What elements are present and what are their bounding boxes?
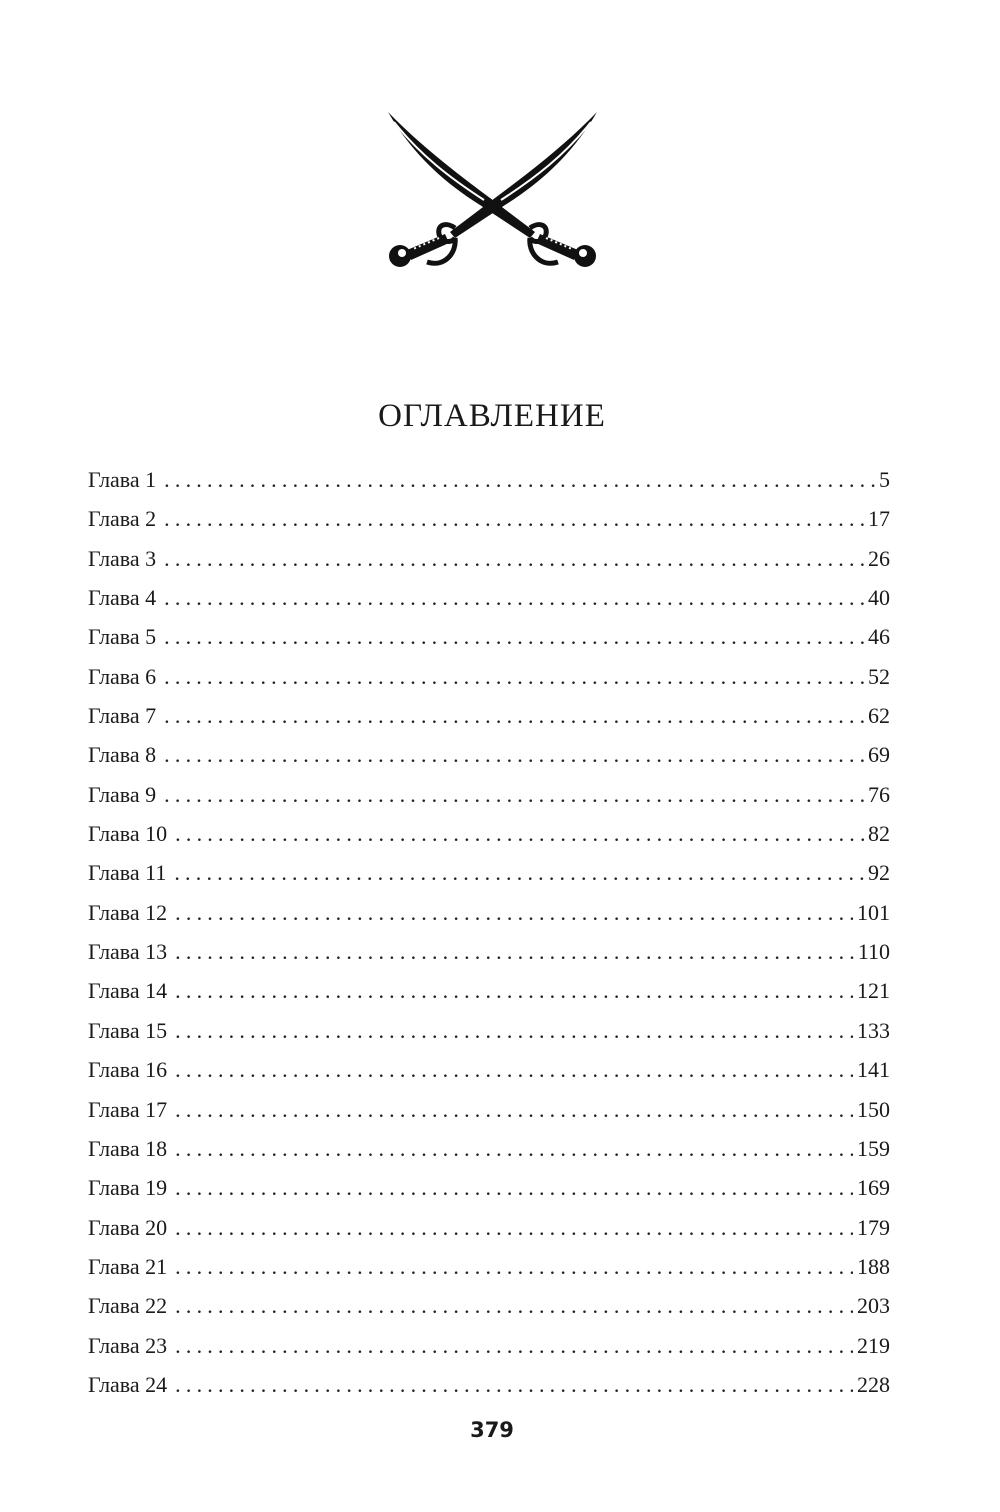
dot-leader: [175, 1208, 853, 1247]
toc-entry-page: 133: [857, 1017, 890, 1043]
page-title: ОГЛАВЛЕНИЕ: [378, 398, 606, 434]
toc-entry-label: Глава 6: [88, 663, 157, 689]
dot-leader: [175, 1247, 853, 1286]
dot-leader: [164, 735, 864, 774]
dot-leader: [175, 1129, 853, 1168]
toc-entry-label: Глава 9: [88, 781, 157, 807]
dot-leader: [175, 1326, 853, 1365]
toc-entry-page: 69: [868, 742, 890, 768]
toc-entry-page: 150: [857, 1096, 890, 1122]
dot-leader: [164, 499, 864, 538]
toc-entry[interactable]: [88, 1050, 890, 1089]
toc-entry-page: 141: [857, 1057, 890, 1083]
toc-entry[interactable]: [88, 657, 890, 696]
toc-entry[interactable]: [88, 814, 890, 853]
toc-entry-page: 179: [857, 1214, 890, 1240]
toc-entry-label: Глава 17: [88, 1096, 168, 1122]
dot-leader: [175, 1011, 853, 1050]
toc-entry-page: 121: [857, 978, 890, 1004]
table-of-contents: [88, 460, 890, 1404]
toc-entry[interactable]: [88, 971, 890, 1010]
toc-entry-label: Глава 18: [88, 1135, 168, 1161]
toc-entry[interactable]: [88, 735, 890, 774]
dot-leader: [175, 1365, 853, 1404]
toc-entry-label: Глава 22: [88, 1293, 168, 1319]
page-number: 379: [470, 1418, 514, 1442]
dot-leader: [175, 814, 864, 853]
toc-entry-label: Глава 14: [88, 978, 168, 1004]
toc-entry[interactable]: [88, 853, 890, 892]
toc-entry[interactable]: [88, 1247, 890, 1286]
dot-leader: [164, 775, 864, 814]
dot-leader: [175, 893, 853, 932]
toc-entry-label: Глава 10: [88, 821, 168, 847]
toc-entry-label: Глава 13: [88, 939, 168, 965]
toc-entry[interactable]: [88, 1208, 890, 1247]
toc-entry[interactable]: [88, 1326, 890, 1365]
toc-entry-label: Глава 20: [88, 1214, 168, 1240]
dot-leader: [175, 971, 853, 1010]
toc-entry-page: 46: [868, 624, 890, 650]
toc-entry-label: Глава 4: [88, 585, 157, 611]
dot-leader: [164, 617, 864, 656]
toc-entry[interactable]: [88, 499, 890, 538]
toc-entry[interactable]: [88, 1286, 890, 1325]
toc-entry-label: Глава 15: [88, 1017, 168, 1043]
toc-entry-page: 52: [868, 663, 890, 689]
toc-entry-label: Глава 16: [88, 1057, 168, 1083]
saber-left-blade-icon: [388, 112, 596, 267]
toc-entry[interactable]: [88, 578, 890, 617]
dot-leader: [175, 932, 854, 971]
toc-entry-page: 219: [857, 1332, 890, 1358]
toc-entry-label: Глава 7: [88, 703, 157, 729]
dot-leader: [164, 657, 864, 696]
toc-entry-page: 76: [868, 781, 890, 807]
toc-entry-page: 62: [868, 703, 890, 729]
toc-entry-page: 228: [857, 1371, 890, 1397]
toc-entry-page: 188: [857, 1253, 890, 1279]
toc-entry-label: Глава 23: [88, 1332, 168, 1358]
dot-leader: [164, 578, 864, 617]
dot-leader: [175, 1090, 853, 1129]
dot-leader: [174, 853, 864, 892]
toc-entry-page: 26: [868, 545, 890, 571]
toc-entry-label: Глава 11: [88, 860, 167, 886]
crossed-sabers-icon: [380, 110, 605, 275]
dot-leader: [164, 696, 864, 735]
dot-leader: [175, 1050, 853, 1089]
dot-leader: [164, 539, 864, 578]
dot-leader: [164, 460, 875, 499]
toc-entry[interactable]: [88, 460, 890, 499]
toc-entry-label: Глава 12: [88, 899, 168, 925]
toc-entry-label: Глава 2: [88, 506, 157, 532]
toc-entry-label: Глава 24: [88, 1371, 168, 1397]
toc-entry-page: 203: [857, 1293, 890, 1319]
toc-entry[interactable]: [88, 1168, 890, 1207]
toc-entry-label: Глава 3: [88, 545, 157, 571]
toc-entry-label: Глава 5: [88, 624, 157, 650]
toc-entry[interactable]: [88, 696, 890, 735]
toc-entry-page: 101: [857, 899, 890, 925]
toc-entry-page: 110: [857, 939, 890, 965]
toc-entry[interactable]: [88, 932, 890, 971]
toc-entry[interactable]: [88, 893, 890, 932]
toc-entry-page: 82: [868, 821, 890, 847]
toc-entry[interactable]: [88, 1011, 890, 1050]
toc-entry[interactable]: [88, 775, 890, 814]
toc-entry-label: Глава 19: [88, 1175, 168, 1201]
toc-entry-label: Глава 1: [88, 467, 157, 492]
toc-entry-page: 92: [868, 860, 890, 886]
toc-entry-page: 17: [868, 506, 890, 532]
toc-entry[interactable]: [88, 1365, 890, 1404]
toc-entry-page: 5: [879, 467, 890, 492]
toc-entry[interactable]: [88, 1129, 890, 1168]
dot-leader: [175, 1168, 853, 1207]
toc-entry-label: Глава 8: [88, 742, 157, 768]
toc-entry[interactable]: [88, 1090, 890, 1129]
toc-entry-label: Глава 21: [88, 1253, 168, 1279]
toc-entry-page: 159: [857, 1135, 890, 1161]
toc-entry[interactable]: [88, 539, 890, 578]
dot-leader: [175, 1286, 853, 1325]
toc-entry-page: 40: [868, 585, 890, 611]
toc-entry[interactable]: [88, 617, 890, 656]
saber-right-blade-icon: [389, 112, 597, 267]
toc-entry-page: 169: [857, 1175, 890, 1201]
